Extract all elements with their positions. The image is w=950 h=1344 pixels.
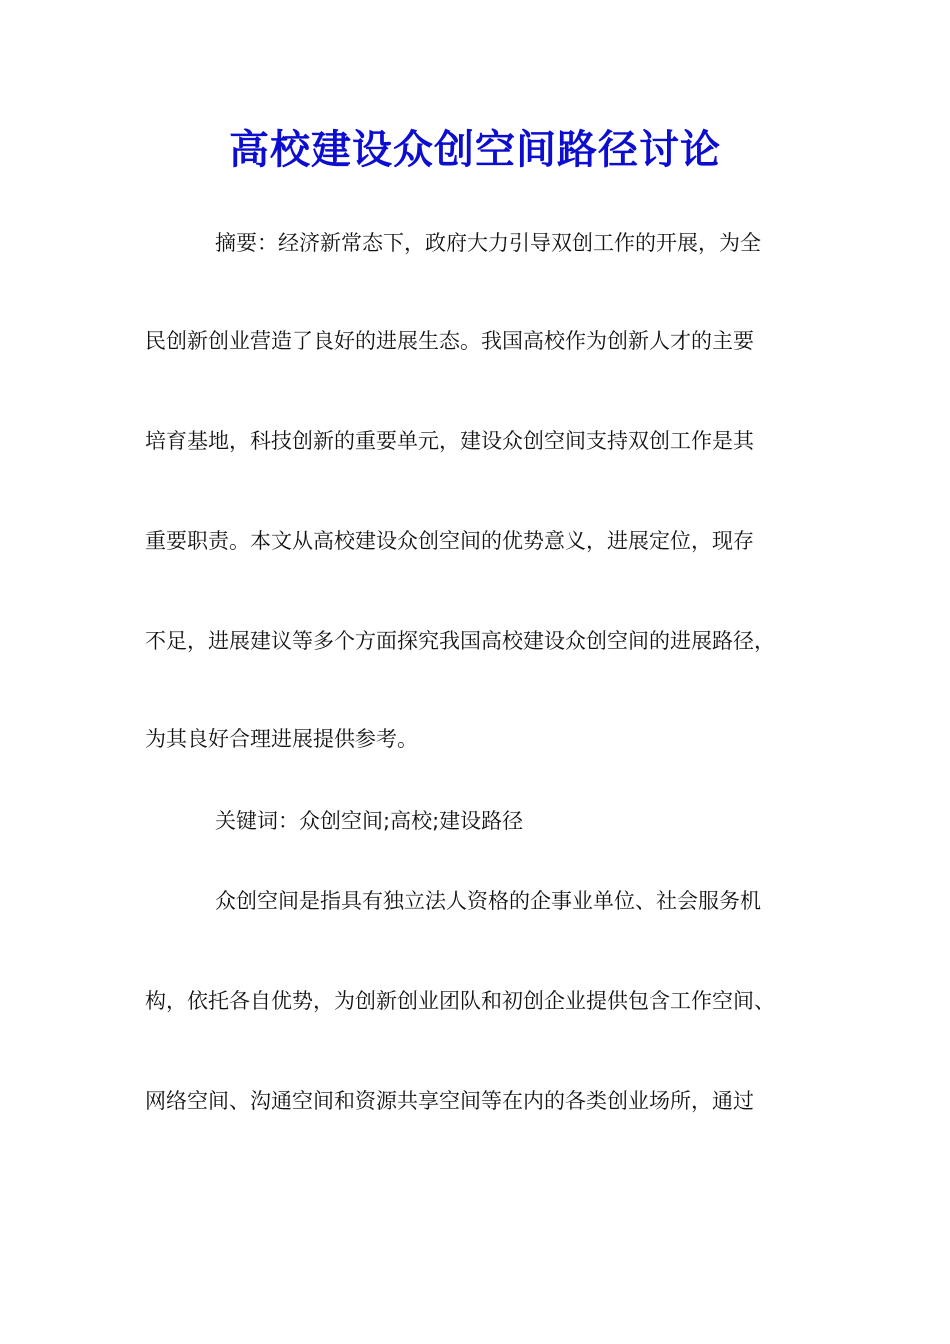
keywords-line: 关键词：众创空间;高校;建设路径 <box>215 809 524 833</box>
abstract-line: 为其良好合理进展提供参考。 <box>145 727 418 751</box>
body-line: 众创空间是指具有独立法人资格的企事业单位、社会服务机 <box>215 889 761 913</box>
abstract-line: 培育基地，科技创新的重要单元，建设众创空间支持双创工作是其 <box>145 429 754 453</box>
abstract-line: 民创新创业营造了良好的进展生态。我国高校作为创新人才的主要 <box>145 329 754 353</box>
body-line: 构，依托各自优势，为创新创业团队和初创企业提供包含工作空间、 <box>145 989 775 1013</box>
abstract-line: 不足，进展建议等多个方面探究我国高校建设众创空间的进展路径， <box>145 629 775 653</box>
abstract-line: 摘要：经济新常态下，政府大力引导双创工作的开展，为全 <box>215 231 761 255</box>
body-line: 网络空间、沟通空间和资源共享空间等在内的各类创业场所，通过 <box>145 1089 754 1113</box>
document-title: 高校建设众创空间路径讨论 <box>229 126 721 173</box>
abstract-line: 重要职责。本文从高校建设众创空间的优势意义，进展定位，现存 <box>145 529 754 553</box>
